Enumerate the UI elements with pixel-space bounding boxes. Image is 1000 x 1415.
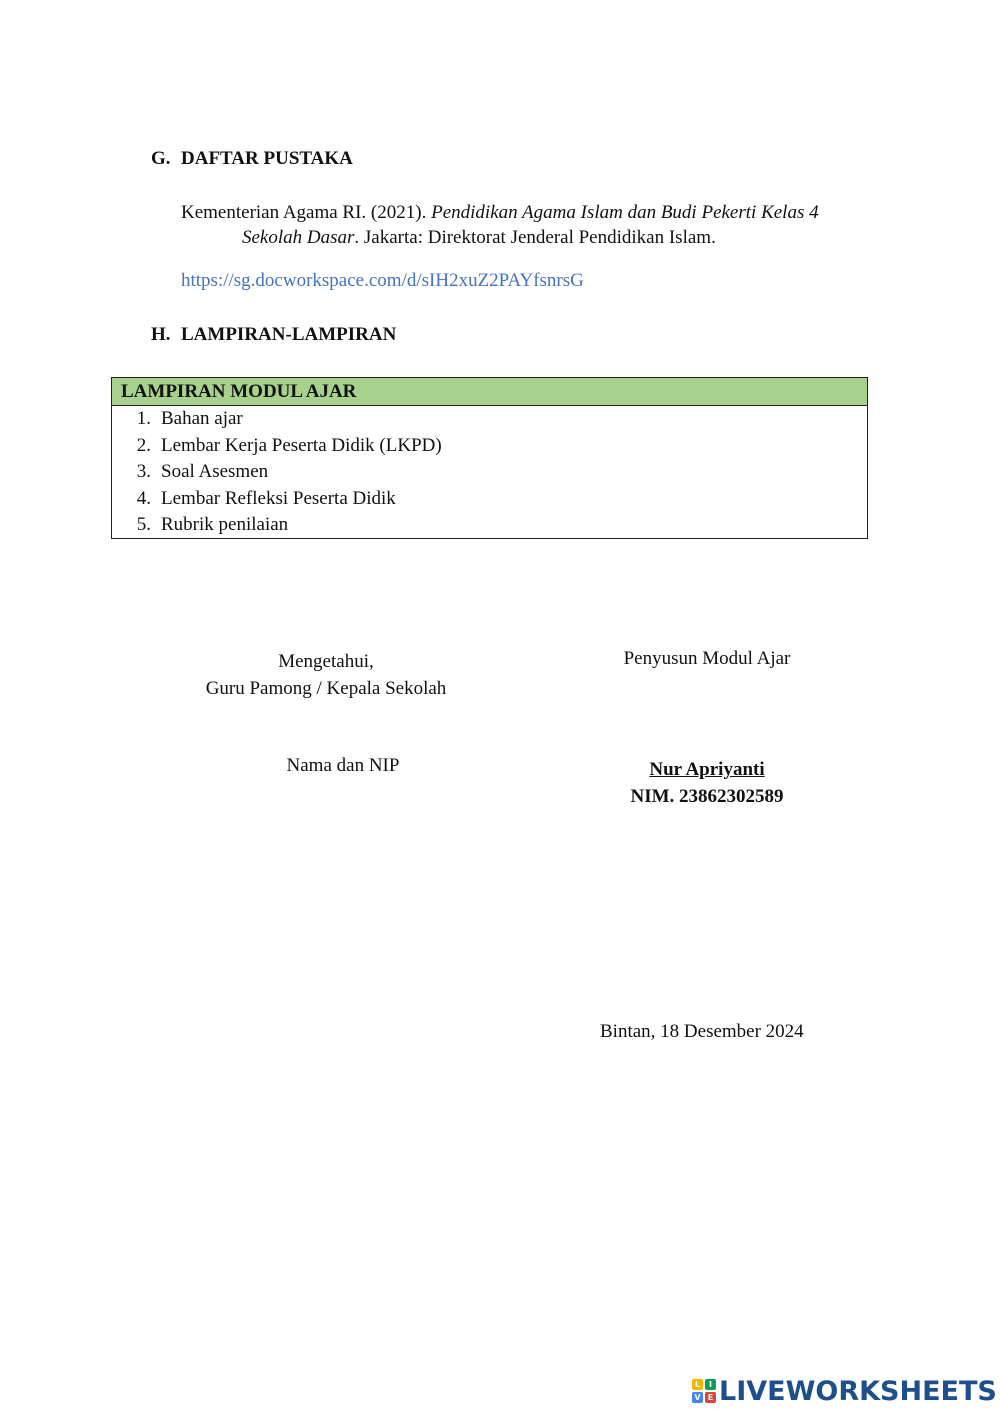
reference-title-line1: Pendidikan Agama Islam dan Budi Pekerti Kelas 4 <box>431 202 819 223</box>
lampiran-table-header: LAMPIRAN MODUL AJAR <box>112 378 867 406</box>
lampiran-list <box>112 406 867 539</box>
signature-left-block <box>176 648 476 702</box>
list-item-number: 3. <box>136 461 151 482</box>
list-item-label: Lembar Kerja Peserta Didik (LKPD) <box>161 434 442 456</box>
list-item <box>112 486 867 513</box>
list-item <box>112 406 867 433</box>
signature-right-name: Nur Apriyanti <box>649 759 765 780</box>
list-item-number: 1. <box>136 408 151 429</box>
list-item <box>112 459 867 486</box>
section-g-heading <box>151 148 353 170</box>
list-item <box>112 433 867 460</box>
signature-right-role: Penyusun Modul Ajar <box>623 648 791 669</box>
signature-left-name: Nama dan NIP <box>286 755 400 776</box>
list-item-label: Bahan ajar <box>161 408 243 429</box>
liveworksheets-logo <box>692 1376 997 1406</box>
reference-title-line2: Sekolah Dasar <box>242 227 355 248</box>
section-h-heading <box>151 324 396 346</box>
signature-right-block <box>557 756 857 810</box>
section-g-title: DAFTAR PUSTAKA <box>181 148 353 169</box>
reference-entry <box>181 200 819 250</box>
logo-grid-icon: L I V E <box>692 1379 716 1403</box>
list-item-label: Rubrik penilaian <box>161 514 289 535</box>
list-item-label: Lembar Refleksi Peserta Didik <box>161 487 396 509</box>
list-item-label: Soal Asesmen <box>161 461 269 482</box>
signature-right-nim: NIM. 23862302589 <box>630 786 784 807</box>
section-g-letter: G. <box>151 148 171 169</box>
reference-author: Kementerian Agama RI. (2021). <box>181 202 432 223</box>
reference-publisher: . Jakarta: Direktorat Jenderal Pendidikan Islam. <box>354 227 716 248</box>
list-item-number: 5. <box>136 514 151 535</box>
list-item <box>112 512 867 539</box>
signature-left-greeting: Mengetahui, <box>278 651 374 672</box>
logo-text: LIVEWORKSHEETS <box>719 1375 997 1407</box>
reference-link[interactable]: https://sg.docworkspace.com/d/sIH2xuZ2PAYfsnrsG <box>181 270 584 291</box>
lampiran-table <box>111 377 868 539</box>
section-h-title: LAMPIRAN-LAMPIRAN <box>181 324 397 345</box>
section-h-letter: H. <box>151 324 171 345</box>
list-item-number: 4. <box>136 487 151 509</box>
signature-left-role: Guru Pamong / Kepala Sekolah <box>205 678 447 699</box>
list-item-number: 2. <box>136 434 151 456</box>
place-date: Bintan, 18 Desember 2024 <box>600 1021 804 1042</box>
